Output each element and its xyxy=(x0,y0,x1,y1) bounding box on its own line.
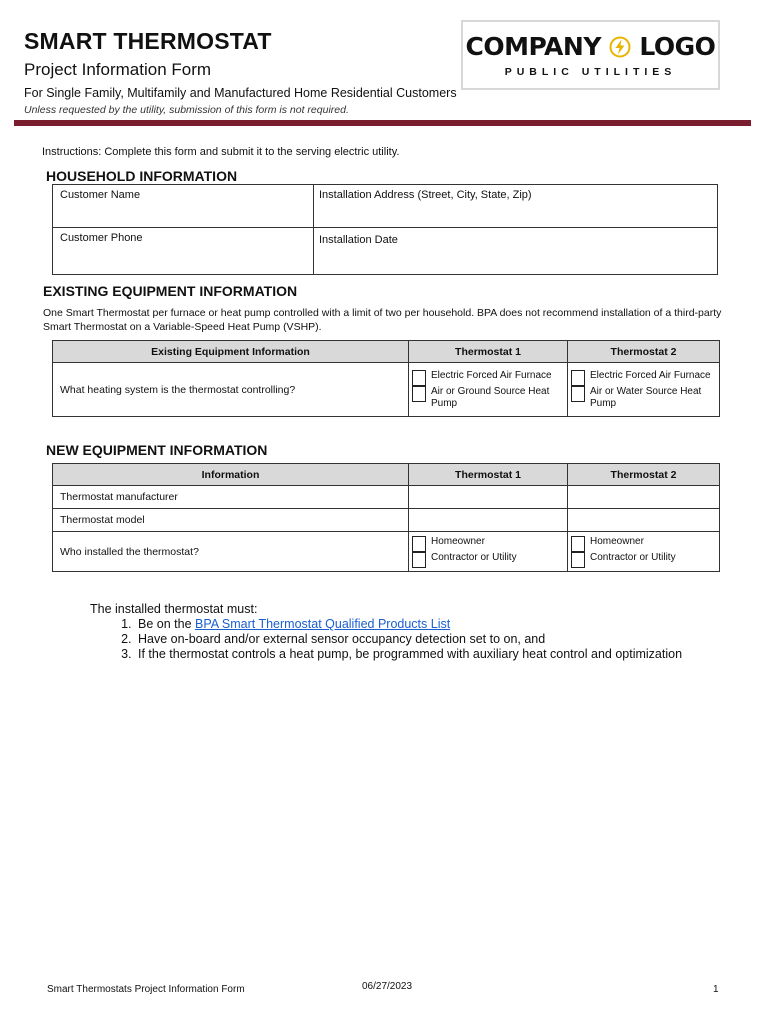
customer-phone-field[interactable]: Customer Phone xyxy=(60,232,143,244)
row-label: Thermostat manufacturer xyxy=(53,486,409,509)
checkbox[interactable] xyxy=(571,536,585,552)
checkbox[interactable] xyxy=(571,370,585,386)
footer-form-name: Smart Thermostats Project Information Form xyxy=(47,984,245,995)
requirements-intro: The installed thermostat must: xyxy=(90,602,258,616)
logo-word-logo: LOGO xyxy=(639,32,716,61)
logo-word-company: COMPANY xyxy=(465,32,601,61)
t1-homeowner-option[interactable]: Homeowner xyxy=(414,536,563,552)
company-logo xyxy=(461,20,720,90)
header-divider xyxy=(14,120,751,126)
column-header: Existing Equipment Information xyxy=(53,341,409,363)
household-table xyxy=(52,184,718,275)
checkbox[interactable] xyxy=(571,386,585,402)
new-equipment-table xyxy=(52,463,720,572)
requirements-block xyxy=(90,602,682,662)
thermostat-2-options xyxy=(568,363,720,417)
t2-manufacturer-field[interactable] xyxy=(568,486,720,509)
list-item: 2. Have on-board and/or external sensor occupancy detection set to on, and xyxy=(135,632,682,647)
column-header: Thermostat 1 xyxy=(409,464,568,486)
checkbox[interactable] xyxy=(412,552,426,568)
qualified-products-link[interactable]: BPA Smart Thermostat Qualified Products List xyxy=(195,617,451,631)
thermostat-1-options xyxy=(409,363,568,417)
divider xyxy=(313,185,314,274)
column-header: Thermostat 1 xyxy=(409,341,568,363)
instructions: Instructions: Complete this form and submit it to the serving electric utility. xyxy=(42,146,400,158)
column-header: Information xyxy=(53,464,409,486)
existing-equipment-table xyxy=(52,340,720,417)
lightning-bolt-icon xyxy=(609,36,631,58)
household-heading: HOUSEHOLD INFORMATION xyxy=(46,168,238,184)
column-header: Thermostat 2 xyxy=(568,341,720,363)
installation-address-field[interactable]: Installation Address (Street, City, State, Zip) xyxy=(319,189,532,201)
form-subtitle: Project Information Form xyxy=(24,60,212,79)
t1-manufacturer-field[interactable] xyxy=(409,486,568,509)
row-label: Who installed the thermostat? xyxy=(53,532,409,572)
list-item: 3. If the thermostat controls a heat pump, be programmed with auxiliary heat control and optimization xyxy=(135,647,682,662)
t2-electric-furnace-option[interactable]: Electric Forced Air Furnace xyxy=(573,370,715,386)
column-header: Thermostat 2 xyxy=(568,464,720,486)
t2-model-field[interactable] xyxy=(568,509,720,532)
checkbox[interactable] xyxy=(412,370,426,386)
t1-installer-options xyxy=(409,532,568,572)
logo-tagline: PUBLIC UTILITIES xyxy=(504,66,677,78)
logo-wordmark xyxy=(463,32,718,61)
divider xyxy=(53,227,717,228)
t1-model-field[interactable] xyxy=(409,509,568,532)
t2-contractor-option[interactable]: Contractor or Utility xyxy=(573,552,715,568)
row-label: Thermostat model xyxy=(53,509,409,532)
t1-contractor-option[interactable]: Contractor or Utility xyxy=(414,552,563,568)
checkbox[interactable] xyxy=(571,552,585,568)
customer-name-field[interactable]: Customer Name xyxy=(60,189,141,201)
checkbox[interactable] xyxy=(412,536,426,552)
footer-date: 06/27/2023 xyxy=(362,981,413,992)
form-title: SMART THERMOSTAT xyxy=(24,28,272,54)
installation-date-field[interactable]: Installation Date xyxy=(319,234,398,246)
t2-installer-options xyxy=(568,532,720,572)
t2-homeowner-option[interactable]: Homeowner xyxy=(573,536,715,552)
page-number: 1 xyxy=(713,984,719,995)
audience-line: For Single Family, Multifamily and Manufactured Home Residential Customers xyxy=(24,86,457,100)
checkbox[interactable] xyxy=(412,386,426,402)
submission-note: Unless requested by the utility, submission of this form is not required. xyxy=(24,104,349,116)
existing-equipment-heading: EXISTING EQUIPMENT INFORMATION xyxy=(43,283,298,299)
new-equipment-heading: NEW EQUIPMENT INFORMATION xyxy=(46,442,268,458)
requirements-list xyxy=(90,617,682,662)
list-item: 1. Be on the BPA Smart Thermostat Qualified Products List xyxy=(135,617,682,632)
heating-system-question: What heating system is the thermostat controlling? xyxy=(53,363,409,417)
existing-equipment-paragraph: One Smart Thermostat per furnace or heat pump controlled with a limit of two per household. BPA does not recommend installation of a third-party Smart Thermostat on a Variable-Speed Heat Pump (VSHP). xyxy=(43,307,722,333)
t2-heat-pump-option[interactable]: Air or Water Source Heat Pump xyxy=(573,386,715,410)
t1-heat-pump-option[interactable]: Air or Ground Source Heat Pump xyxy=(414,386,563,410)
t1-electric-furnace-option[interactable]: Electric Forced Air Furnace xyxy=(414,370,563,386)
